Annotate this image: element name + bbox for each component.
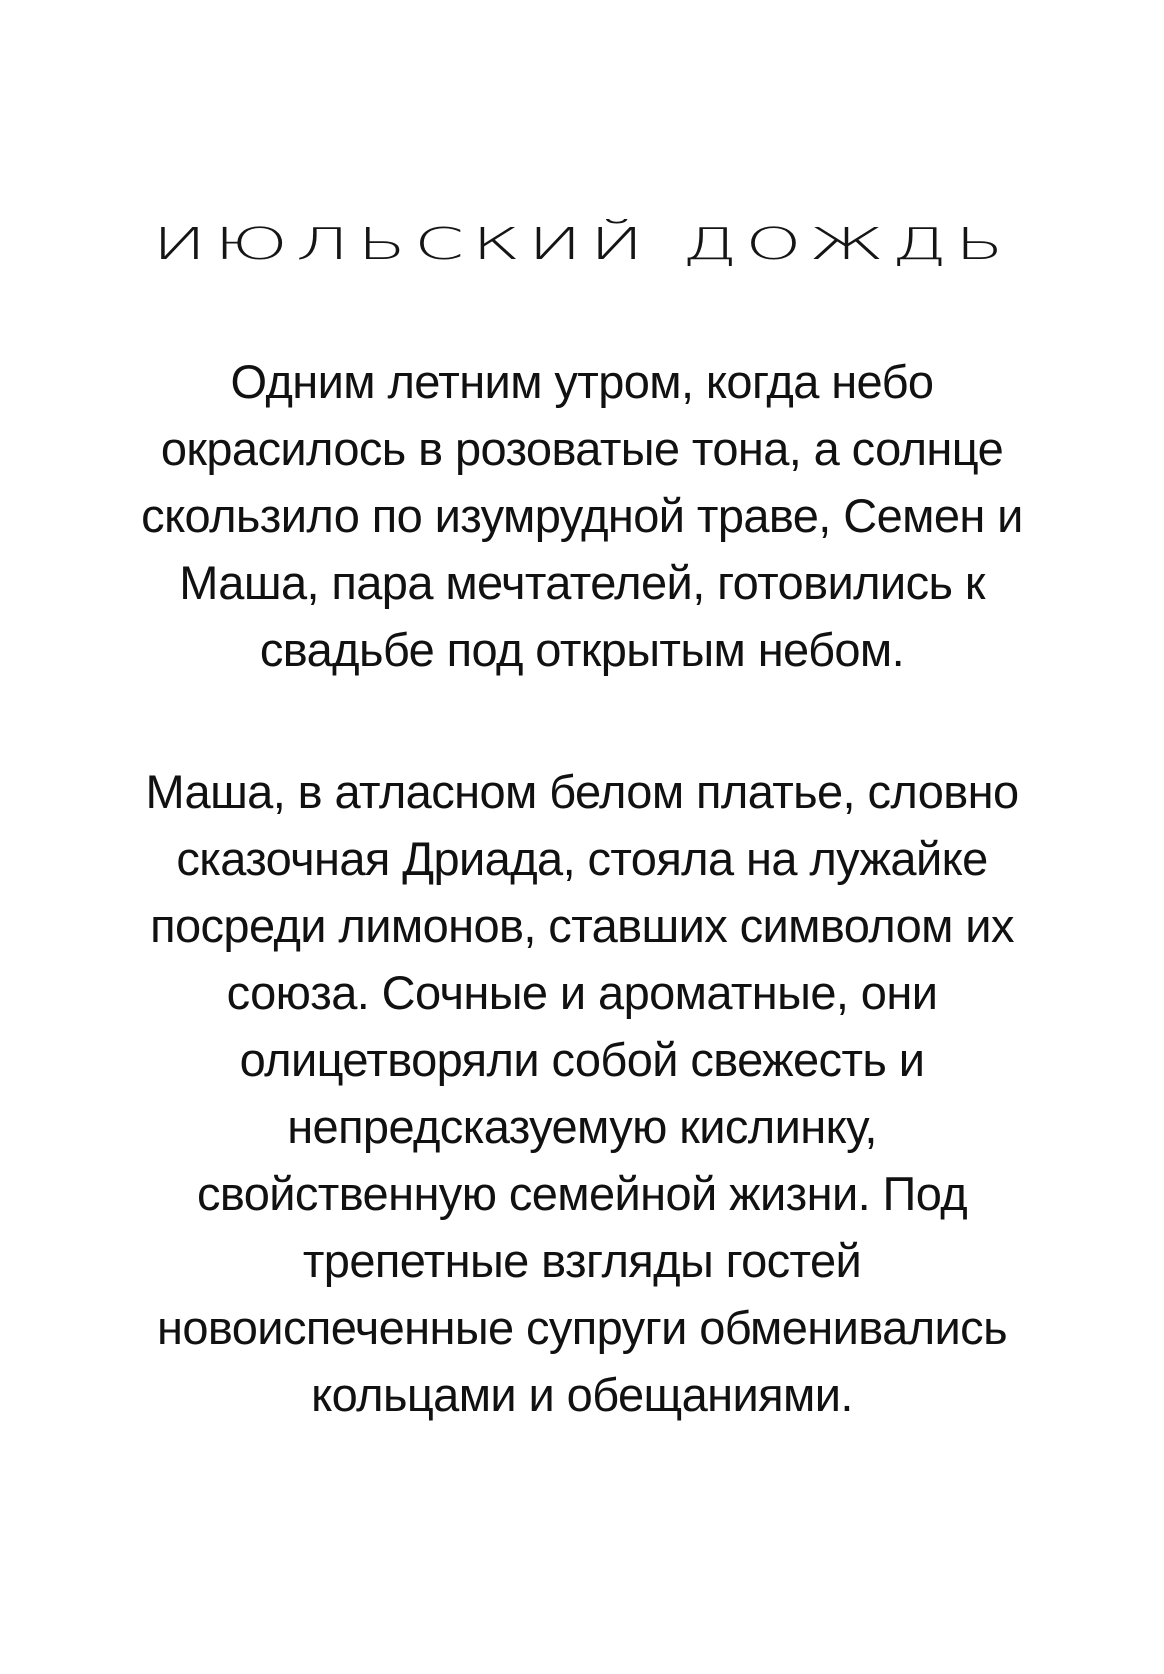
paragraph-line: окрасилось в розоватые тона, а солнце [160, 422, 1004, 475]
paragraph-line: кольцами и обещаниями. [311, 1368, 853, 1421]
paragraph-line: скользило по изумрудной траве, Семен и [141, 489, 1023, 542]
paragraph-line: непредсказуемую кислинку, [287, 1100, 877, 1153]
paragraph-line: союза. Сочные и ароматные, они [226, 966, 938, 1019]
paragraph-1 [40, 348, 1124, 683]
paragraph-line: посреди лимонов, ставших символом их [150, 899, 1014, 952]
story-title: ИЮЛЬСКИЙ ДОЖДЬ [152, 219, 1012, 270]
paragraph-line: свойственную семейной жизни. Под [196, 1167, 968, 1220]
paragraph-line: сказочная Дриада, стояла на лужайке [176, 832, 988, 885]
paragraph-2 [40, 758, 1124, 1428]
paragraph-line: новоиспеченные супруги обменивались [157, 1301, 1007, 1354]
paragraph-line: свадьбе под открытым небом. [259, 623, 905, 676]
paragraph-line: Одним летним утром, когда небо [230, 355, 934, 408]
paragraph-line: Маша, в атласном белом платье, словно [145, 765, 1019, 818]
paragraph-line: трепетные взгляды гостей [302, 1234, 862, 1287]
paragraph-line: олицетворяли собой свежесть и [239, 1033, 925, 1086]
paragraph-line: Маша, пара мечтателей, готовились к [179, 556, 985, 609]
